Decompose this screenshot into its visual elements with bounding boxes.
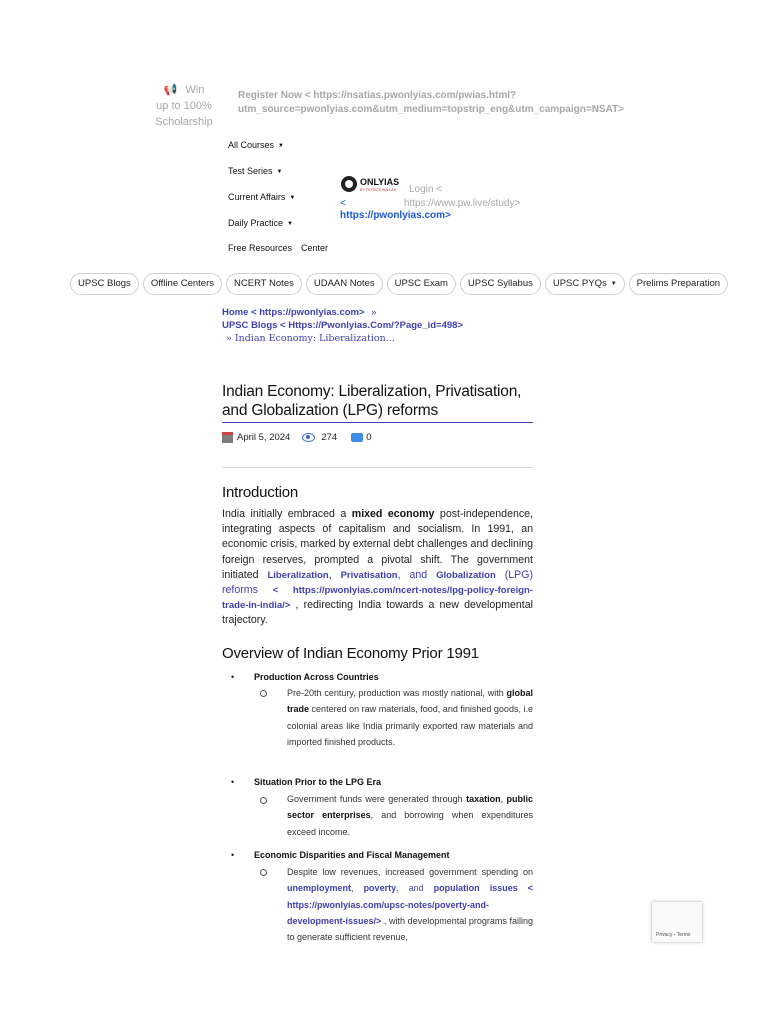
menu-label: Daily Practice [228,218,284,228]
text: (LPG) reforms [222,568,533,597]
text: Pre-20th century, production was mostly national, with [287,688,507,698]
pill-upsc-pyqs[interactable] [545,273,625,295]
megaphone-icon: 📢 [163,84,178,96]
login-url[interactable] [340,197,520,211]
intro-paragraph [222,507,533,629]
pill-ncert-notes[interactable]: NCERT Notes [226,273,302,295]
title-underline [222,422,533,423]
link-lpg-policy[interactable]: < https://pwonlyias.com/ncert-notes/lpg-policy-foreign-trade-in-india/> [222,585,533,612]
scholarship-promo[interactable] [150,82,218,130]
link-privatisation[interactable]: Privatisation [340,569,398,581]
caret-down-icon: ▼ [610,281,617,287]
breadcrumb-current: » Indian Economy: Liberalization... [226,333,395,344]
text: centered on raw materials, food, and finished goods, i.e colonial areas like India primarily exported raw materials and imported finished products. [287,704,533,747]
pill-upsc-syllabus[interactable]: UPSC Syllabus [460,273,541,295]
circle-bullet [260,869,267,876]
home-link[interactable]: https://pwonlyias.com> [340,210,451,221]
promo-line2: up to 100% [156,100,212,112]
comment-icon[interactable] [351,433,363,442]
text: post-independence, integrating aspects of capitalism and socialism. In 1991, an economic crisis, marked by external debt challenges and declining foreign reserves, prompted a pivotal shift. The government initiated [222,508,533,581]
menu-all-courses[interactable] [228,140,284,150]
logo-sub: BY PHYSICS WALLAH [360,188,397,192]
caret-down-icon: ▼ [276,169,283,175]
bold-term: taxation [466,794,501,804]
bullet-title: Production Across Countries [254,672,379,682]
promo-line3: Scholarship [155,116,213,128]
bullet-title: Economic Disparities and Fiscal Management [254,850,450,860]
menu-label: Free Resources [228,243,293,253]
article-meta [222,432,372,443]
crumb-home-text: Home < https://pwonlyias.com> [222,307,365,318]
article-date: April 5, 2024 [237,432,291,443]
link-population-issues[interactable]: population issues < https://pwonlyias.com/upsc-notes/poverty-and-development-issues/> [287,883,533,926]
caret-down-icon: ▼ [287,221,293,227]
pill-udaan-notes[interactable]: UDAAN Notes [306,273,383,295]
bullet-text [287,791,533,840]
menu-test-series[interactable] [228,166,282,176]
text: Despite low revenues, increased government spending on [287,867,533,877]
bullet-title: Situation Prior to the LPG Era [254,777,382,787]
recaptcha-badge[interactable] [652,902,702,942]
register-now-link[interactable]: Register Now < https://nsatias.pwonlyias.com/pwias.html?utm_source=pwonlyias.com&utm_medium=topstrip_eng&utm_campaign=NSAT> [238,90,625,115]
menu-center[interactable] [301,243,328,253]
breadcrumb-home[interactable] [222,307,376,318]
link-poverty[interactable]: poverty [363,883,397,894]
login-url-text: https://www.pw.live/study> [403,198,521,209]
menu-label: Test Series [228,166,273,176]
text: India initially embraced a [222,508,352,520]
menu-label: All Courses [228,140,275,150]
text: , [351,883,364,894]
menu-free-resources[interactable] [228,243,292,253]
bold-term: public sector enterprises [287,794,533,821]
text: Government funds were generated through [287,794,467,804]
bullet-dot: • [231,777,235,787]
eye-icon [302,433,315,442]
recaptcha-label: Privacy - Terms [656,932,691,938]
text: , [500,794,507,804]
bullet-text [287,685,533,750]
overview-heading: Overview of Indian Economy Prior 1991 [222,645,479,662]
bold-mixed-economy: mixed economy [351,508,435,520]
promo-line1: Win [185,84,205,96]
pill-label: UPSC PYQs [552,278,607,289]
menu-current-affairs[interactable] [228,192,295,202]
text: , with developmental programs failing to generate sufficient revenue, [287,915,533,943]
logo-text: ONLYIAS [360,177,400,187]
pill-offline-centers[interactable]: Offline Centers [143,273,222,295]
view-count: 274 [321,432,338,443]
bold-term: global trade [287,688,533,715]
intro-heading: Introduction [222,484,298,501]
menu-daily-practice[interactable] [228,218,293,228]
bullet-text [287,864,533,945]
crumb-sep: » [371,307,377,318]
text: , [328,568,341,581]
divider [222,467,533,468]
comment-count[interactable]: 0 [366,432,372,443]
link-globalization[interactable]: Globalization [436,569,496,581]
circle-bullet [260,797,267,804]
calendar-icon [222,432,233,443]
text: , and [397,568,437,581]
category-pills [70,273,721,295]
menu-label: Center [301,243,329,253]
link-liberalization[interactable]: Liberalization [267,569,329,581]
caret-down-icon: ▼ [289,195,296,201]
text: , and [396,883,434,894]
pill-upsc-exam[interactable]: UPSC Exam [387,273,456,295]
circle-bullet [260,690,267,697]
link-unemployment[interactable]: unemployment [287,883,352,894]
onlyias-logo[interactable] [340,174,404,194]
pill-prelims-preparation[interactable]: Prelims Preparation [629,273,728,295]
pill-upsc-blogs[interactable]: UPSC Blogs [70,273,139,295]
breadcrumb-blogs[interactable]: UPSC Blogs < Https://Pwonlyias.Com/?Page_id=498> [222,320,463,331]
caret-down-icon: ▼ [278,143,284,149]
text: , redirecting India towards a new developmental trajectory. [222,599,533,627]
login-link[interactable]: Login < [409,184,443,195]
bullet-dot: • [231,850,235,860]
menu-label: Current Affairs [228,192,286,202]
bullet-dot: • [231,672,235,682]
article-title: Indian Economy: Liberalization, Privatisation, and Globalization (LPG) reforms [222,383,522,419]
lt-symbol: < [340,198,346,209]
text: , and borrowing when expenditures exceed income. [287,810,534,837]
